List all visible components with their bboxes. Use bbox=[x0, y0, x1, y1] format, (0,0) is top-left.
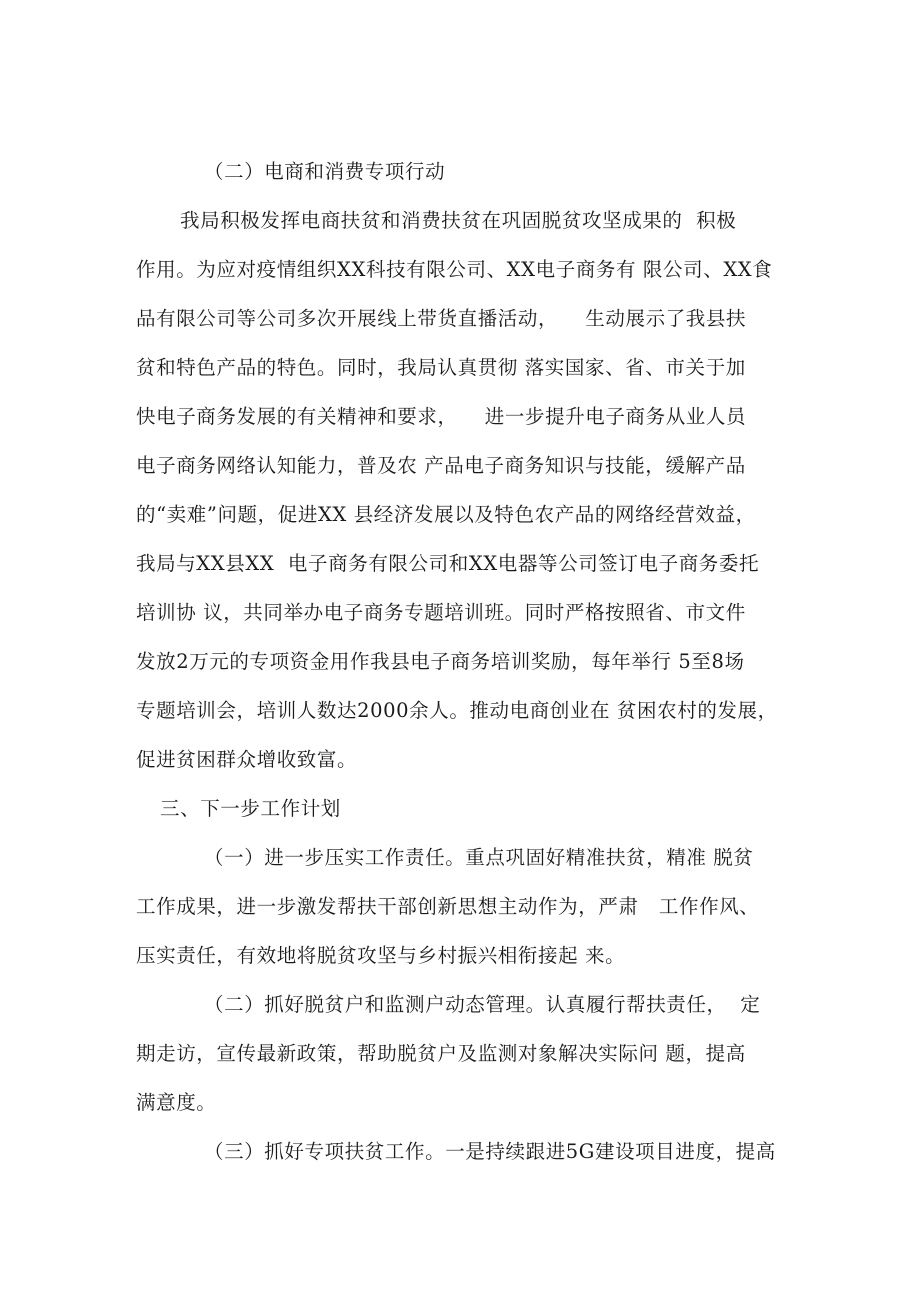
paragraph-line: （二）抓好脱贫户和监测户动态管理。认真履行帮扶责任， 定 bbox=[204, 993, 761, 1016]
paragraph-line: 期走访，宣传最新政策，帮助脱贫户及监测对象解决实际问 题，提高 bbox=[136, 1042, 746, 1065]
paragraph-line: （三）抓好专项扶贫工作。一是持续跟进5G建设项目进度，提高 bbox=[204, 1140, 776, 1163]
paragraph-line: 培训协 议，共同举办电子商务专题培训班。同时严格按照省、市文件 bbox=[136, 601, 746, 624]
paragraph-line: （一）进一步压实工作责任。重点巩固好精准扶贫，精准 脱贫 bbox=[204, 846, 754, 869]
paragraph-line: 工作成果，进一步激发帮扶干部创新思想主动作为，严肃 工作作风、 bbox=[136, 895, 760, 918]
paragraph-line: 贫和特色产品的特色。同时，我局认真贯彻 落实国家、省、市关于加 bbox=[136, 356, 746, 379]
subheading-ecommerce-action: （二）电商和消费专项行动 bbox=[204, 160, 446, 183]
paragraph-line: 作用。为应对疫情组织XX科技有限公司、XX电子商务有 限公司、XX食 bbox=[136, 258, 773, 281]
paragraph-line: 满意度。 bbox=[136, 1091, 217, 1114]
paragraph-line: 快电子商务发展的有关精神和要求， 进一步提升电子商务从业人员 bbox=[136, 405, 747, 428]
paragraph-line: 我局积极发挥电商扶贫和消费扶贫在巩固脱贫攻坚成果的 积极 bbox=[180, 209, 737, 232]
paragraph-line: 促进贫困群众增收致富。 bbox=[136, 748, 358, 771]
section-heading-next-steps: 三、下一步工作计划 bbox=[160, 797, 341, 820]
paragraph-line: 的“卖难”问题，促进XX 县经济发展以及特色农产品的网络经营效益， bbox=[136, 503, 756, 526]
paragraph-line: 品有限公司等公司多次开展线上带货直播活动， 生动展示了我县扶 bbox=[136, 307, 747, 330]
paragraph-line: 我局与XX县XX 电子商务有限公司和XX电器等公司签订电子商务委托 bbox=[136, 552, 760, 575]
paragraph-line: 压实责任，有效地将脱贫攻坚与乡村振兴相衔接起 来。 bbox=[136, 944, 626, 967]
paragraph-line: 专题培训会，培训人数达2000余人。推动电商创业在 贫困农村的发展， bbox=[136, 699, 778, 722]
paragraph-line: 发放2万元的专项资金用作我县电子商务培训奖励，每年举行 5至8场 bbox=[136, 650, 745, 673]
paragraph-line: 电子商务网络认知能力，普及农 产品电子商务知识与技能，缓解产品 bbox=[136, 454, 746, 477]
